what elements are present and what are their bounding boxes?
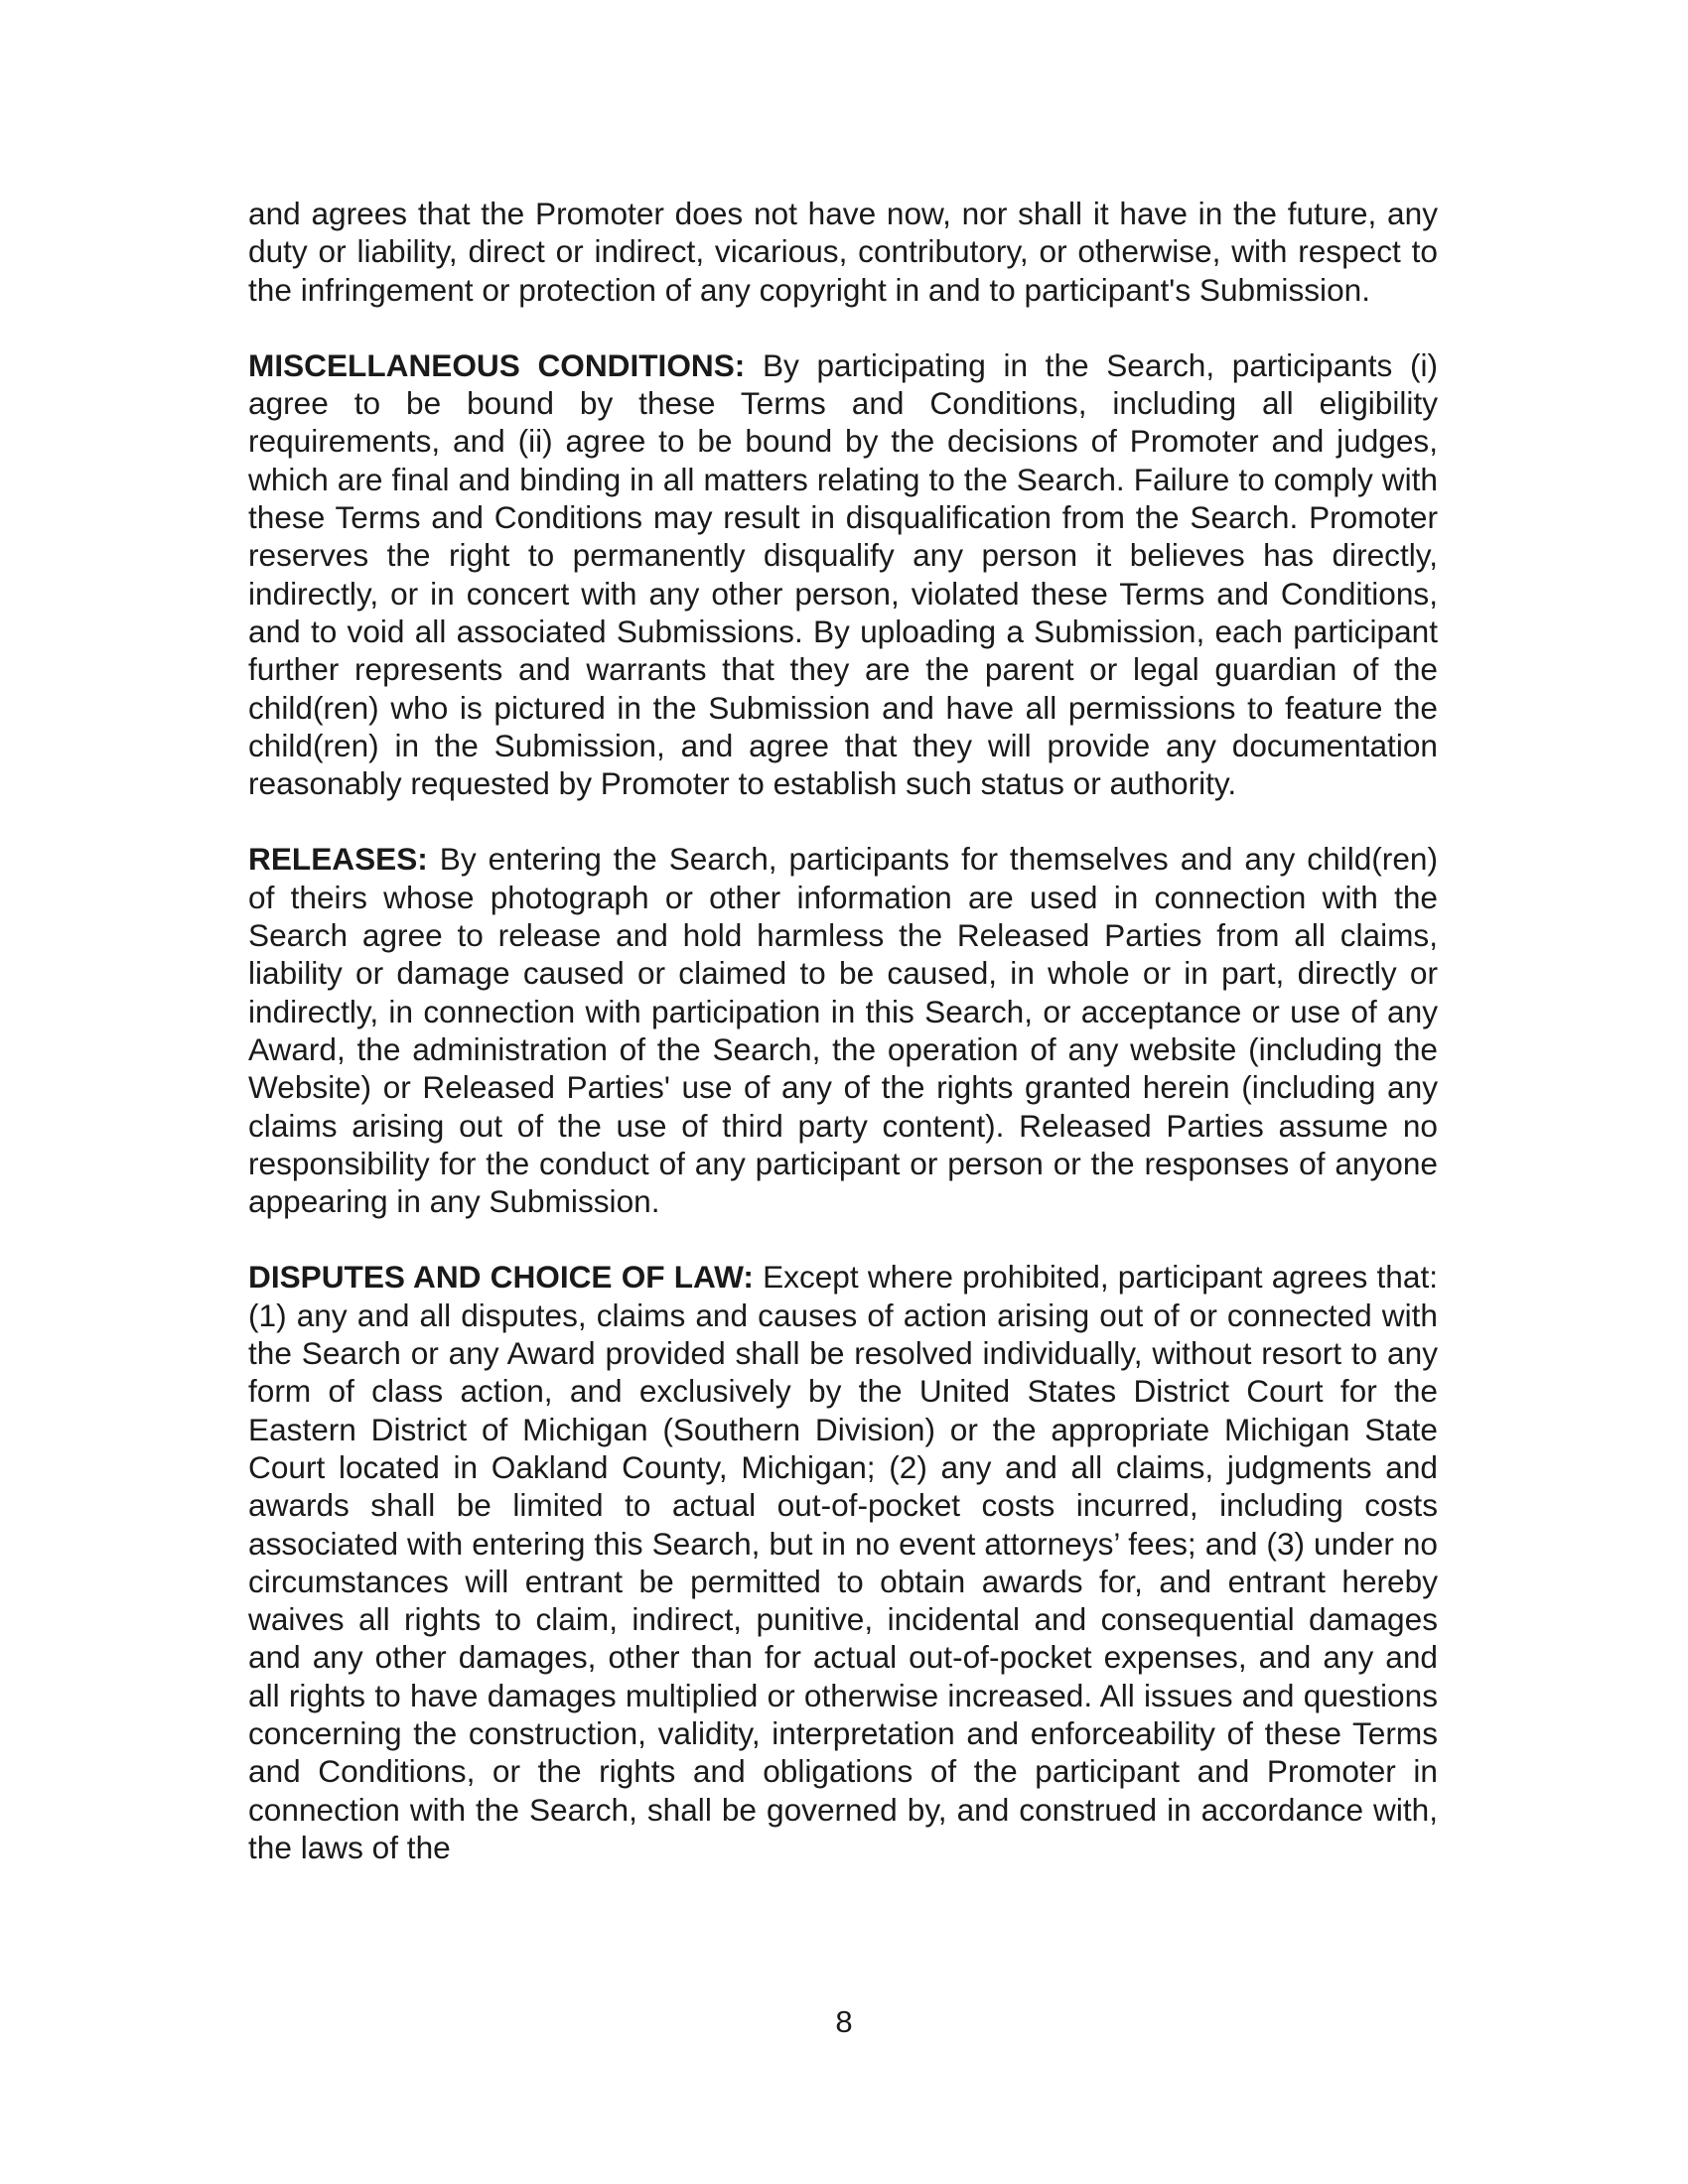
section-heading: MISCELLANEOUS CONDITIONS: [248, 346, 746, 383]
paragraph-text: and agrees that the Promoter does not have now, nor shall it have in the future, any duty or liability, direct or indirect, vicarious, contributory, or otherwise, with respect to the infringement or protection of any copyright in and to participant's Submission. [248, 196, 1438, 308]
paragraph-miscellaneous-conditions [248, 346, 1438, 803]
paragraph-copyright-continuation [248, 195, 1438, 309]
section-heading: RELEASES: [248, 841, 428, 878]
paragraph-text: Except where prohibited, participant agrees that: (1) any and all disputes, claims and causes of action arising out of or connected with the Search or any Award provided shall be resolved individually, without resort to any form of class action, and exclusively by the United States District Court for the Eastern District of Michigan (Southern Division) or the appropriate Michigan State Court located in Oakland County, Michigan; (2) any and all claims, judgments and awards shall be limited to actual out-of-pocket costs incurred, including costs associated with entering this Search, but in no event attorneys’ fees; and (3) under no circumstances will entrant be permitted to obtain awards for, and entrant hereby waives all rights to claim, indirect, punitive, incidental and consequential damages and any other damages, other than for actual out-of-pocket expenses, and any and all rights to have damages multiplied or otherwise increased. All issues and questions concerning the construction, validity, interpretation and enforceability of these Terms and Conditions, or the rights and obligations of the participant and Promoter in connection with the Search, shall be governed by, and construed in accordance with, the laws of the [248, 1259, 1438, 1865]
document-page [248, 195, 1438, 1904]
section-heading: DISPUTES AND CHOICE OF LAW: [248, 1259, 754, 1296]
paragraph-disputes-choice-of-law [248, 1258, 1438, 1866]
page-number: 8 [835, 2004, 853, 2039]
paragraph-releases [248, 840, 1438, 1220]
paragraph-text: By entering the Search, participants for themselves and any child(ren) of theirs whose photograph or other information are used in connection with the Search agree to release and hold harmless the Released Parties from all claims, liability or damage caused or claimed to be caused, in whole or in part, directly or indirectly, in connection with participation in this Search, or acceptance or use of any Award, the administration of the Search, the operation of any website (including the Website) or Released Parties' use of any of the rights granted herein (including any claims arising out of the use of third party content). Released Parties assume no responsibility for the conduct of any participant or person or the responses of anyone appearing in any Submission. [248, 841, 1438, 1220]
paragraph-text: By participating in the Search, participants (i) agree to be bound by these Terms and Conditions, including all eligibility requirements, and (ii) agree to be bound by the decisions of Promoter and judges, which are final and binding in all matters relating to the Search. Failure to comply with these Terms and Conditions may result in disqualification from the Search. Promoter reserves the right to permanently disqualify any person it believes has directly, indirectly, or in concert with any other person, violated these Terms and Conditions, and to void all associated Submissions. By uploading a Submission, each participant further represents and warrants that they are the parent or legal guardian of the child(ren) who is pictured in the Submission and have all permissions to feature the child(ren) in the Submission, and agree that they will provide any documentation reasonably requested by Promoter to establish such status or authority. [248, 346, 1439, 802]
